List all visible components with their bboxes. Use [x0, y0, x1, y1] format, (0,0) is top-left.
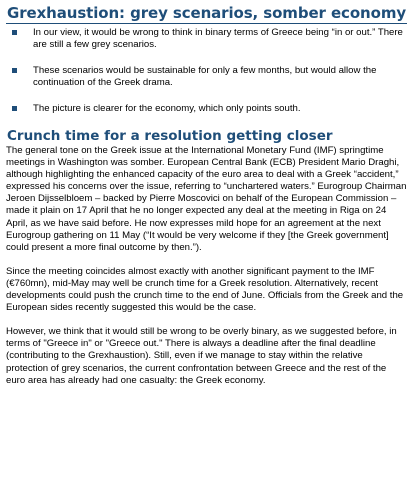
page-title: Grexhaustion: grey scenarios, somber economy: [7, 4, 407, 22]
body-paragraph: However, we think that it would still be wrong to be overly binary, as we suggested before, in terms of "Greece in" or "Greece out." There is always a deadline after the final deadline (contributing to the Grexhaustion). Still, even if we manage to stay within the relative protection of grey scenarios, the current confrontation between Greece and the rest of the euro area has already had one casualty: the Greek economy.: [6, 326, 397, 386]
section-heading: Crunch time for a resolution getting closer: [7, 128, 333, 144]
bullet-text: The picture is clearer for the economy, which only points south.: [33, 103, 301, 114]
summary-bullet: [6, 65, 407, 89]
bullet-text: These scenarios would be sustainable for only a few months, but would allow the continuation of the Greek drama.: [33, 65, 377, 88]
bullet-text: In our view, it would be wrong to think in binary terms of Greece being “in or out.” There are still a few grey scenarios.: [33, 27, 403, 50]
summary-bullet: [6, 103, 407, 115]
section-body: [6, 145, 407, 387]
square-bullet-icon: [12, 106, 17, 111]
square-bullet-icon: [12, 30, 17, 35]
summary-bullet-list: [6, 27, 407, 115]
summary-bullet: [6, 27, 407, 51]
body-paragraph: The general tone on the Greek issue at the International Monetary Fund (IMF) springtime meetings in Washington was somber. European Central Bank (ECB) President Mario Draghi, although highlighting the enhanced capacity of the euro area to deal with a Greek “accident,” expressed his concerns over the issue, referring to “unchartered waters.” Eurogroup Chairman Jeroen Dijsselbloem – backed by Pierre Moscovici on behalf of the European Commission – made it plain on 17 April that he no longer expected any deal at the meeting in Riga on 24 April, as we have said before. He now expresses mild hope for an agreement at the next Eurogroup gathering on 11 May (“It would be very welcome if they [the Greek government] could present a more final outcome by then.”).: [6, 145, 407, 253]
square-bullet-icon: [12, 68, 17, 73]
body-paragraph: Since the meeting coincides almost exactly with another significant payment to the IMF (€760mn), mid-May may well be crunch time for a Greek resolution. Alternatively, recent developments could push the crunch time to the end of June. Officials from the Greek and the European sides recently suggested this would be the case.: [6, 265, 404, 314]
